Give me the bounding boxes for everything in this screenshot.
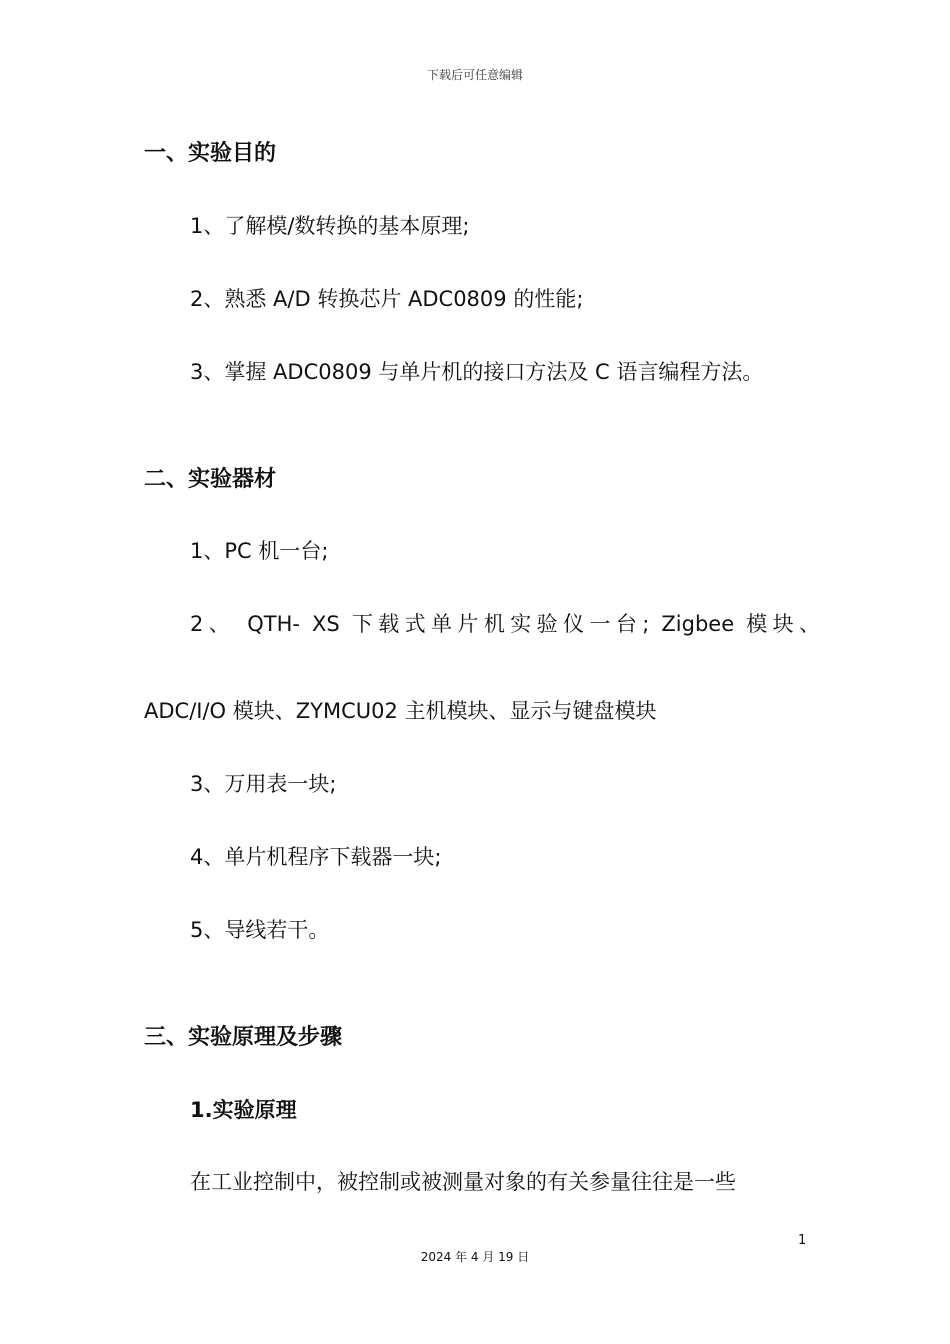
equipment-item-3: 3、万用表一块; bbox=[190, 772, 337, 796]
section-heading-principle: 三、实验原理及步骤 bbox=[144, 1025, 343, 1050]
equipment-item-1: 1、PC 机一台; bbox=[190, 539, 329, 563]
subsection-heading-principle: 1.实验原理 bbox=[190, 1098, 297, 1122]
section-heading-equipment: 二、实验器材 bbox=[144, 467, 277, 492]
purpose-item-2: 2、熟悉 A/D 转换芯片 ADC0809 的性能; bbox=[190, 287, 584, 311]
principle-paragraph: 在工业控制中，被控制或被测量对象的有关参量往往是一些 bbox=[190, 1170, 736, 1194]
equipment-item-2-line-2: ADC/I/O 模块、ZYMCU02 主机模块、显示与键盘模块 bbox=[144, 699, 657, 723]
equipment-item-2-line-1: 2、 QTH- XS 下载式单片机实验仪一台; Zigbee 模块、 bbox=[190, 612, 820, 636]
equipment-item-4: 4、单片机程序下载器一块; bbox=[190, 845, 442, 869]
header-note: 下载后可任意编辑 bbox=[426, 68, 523, 82]
section-heading-purpose: 一、实验目的 bbox=[144, 141, 277, 166]
purpose-item-1: 1、了解模/数转换的基本原理; bbox=[190, 214, 470, 238]
footer-date: 2024 年 4 月 19 日 bbox=[420, 1250, 530, 1264]
equipment-item-5: 5、导线若干。 bbox=[190, 918, 330, 942]
purpose-item-3: 3、掌握 ADC0809 与单片机的接口方法及 C 语言编程方法。 bbox=[190, 360, 764, 384]
page-number: 1 bbox=[798, 1233, 807, 1248]
